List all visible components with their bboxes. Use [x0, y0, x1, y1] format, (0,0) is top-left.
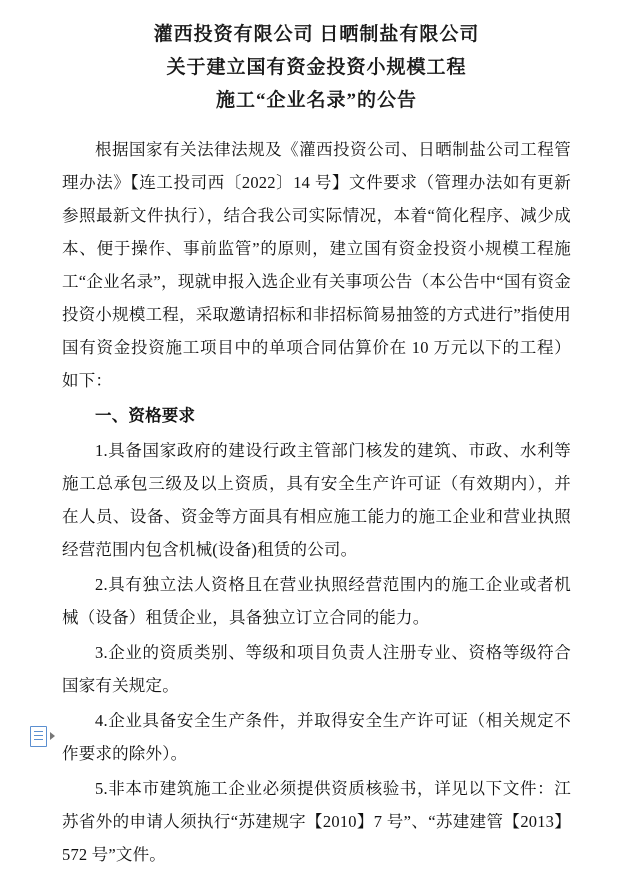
title-line-3: 施工“企业名录”的公告 — [215, 90, 417, 111]
paragraph-item-2: 2.具有独立法人资格且在营业执照经营范围内的施工企业或者机械（设备）租赁企业，具备独立订立合同的能力。 — [62, 575, 571, 627]
paragraph-intro: 根据国家有关法律法规及《灌西投资公司、日晒制盐公司工程管理办法》【连工投司西〔2022〕14 号】文件要求（管理办法如有更新参照最新文件执行），结合我公司实际情况，本着“简化程序、减少成本、便于操作、事前监管”的原则，建立国有资金投资小规模工程施工“企业名录”，现就申报入选企业有关事项公告（本公告中“国有资金投资小规模工程，采取邀请招标和非招标简易抽签的方式进行”指使用国有资金投资施工项目中的单项合同估算价在 10 万元以下的工程）如下： — [62, 140, 571, 390]
document-icon[interactable] — [30, 726, 47, 747]
document-body — [62, 133, 571, 871]
document-title — [62, 18, 571, 117]
paragraph-item-4: 4.企业具备安全生产条件，并取得安全生产许可证（相关规定不作要求的除外）。 — [62, 711, 571, 763]
caret-right-icon[interactable] — [50, 732, 55, 740]
paragraph-item-3: 3.企业的资质类别、等级和项目负责人注册专业、资格等级符合国家有关规定。 — [62, 643, 571, 695]
title-line-2: 关于建立国有资金投资小规模工程 — [166, 57, 467, 78]
title-line-1: 灌西投资有限公司 日晒制盐有限公司 — [153, 24, 480, 45]
paragraph-item-5: 5.非本市建筑施工企业必须提供资质核验书，详见以下文件：江苏省外的申请人须执行“苏建规字【2010】7 号”、“苏建建管【2013】572 号”文件。 — [62, 779, 571, 864]
paragraph-item-1: 1.具备国家政府的建设行政主管部门核发的建筑、市政、水利等施工总承包三级及以上资质，具有安全生产许可证（有效期内），并在人员、设备、资金等方面具有相应施工能力的施工企业和营业执照经营范围内包含机械(设备)租赁的公司。 — [62, 441, 571, 559]
section-heading-qualifications: 一、资格要求 — [95, 406, 196, 425]
page-footer-marker[interactable] — [30, 724, 64, 748]
